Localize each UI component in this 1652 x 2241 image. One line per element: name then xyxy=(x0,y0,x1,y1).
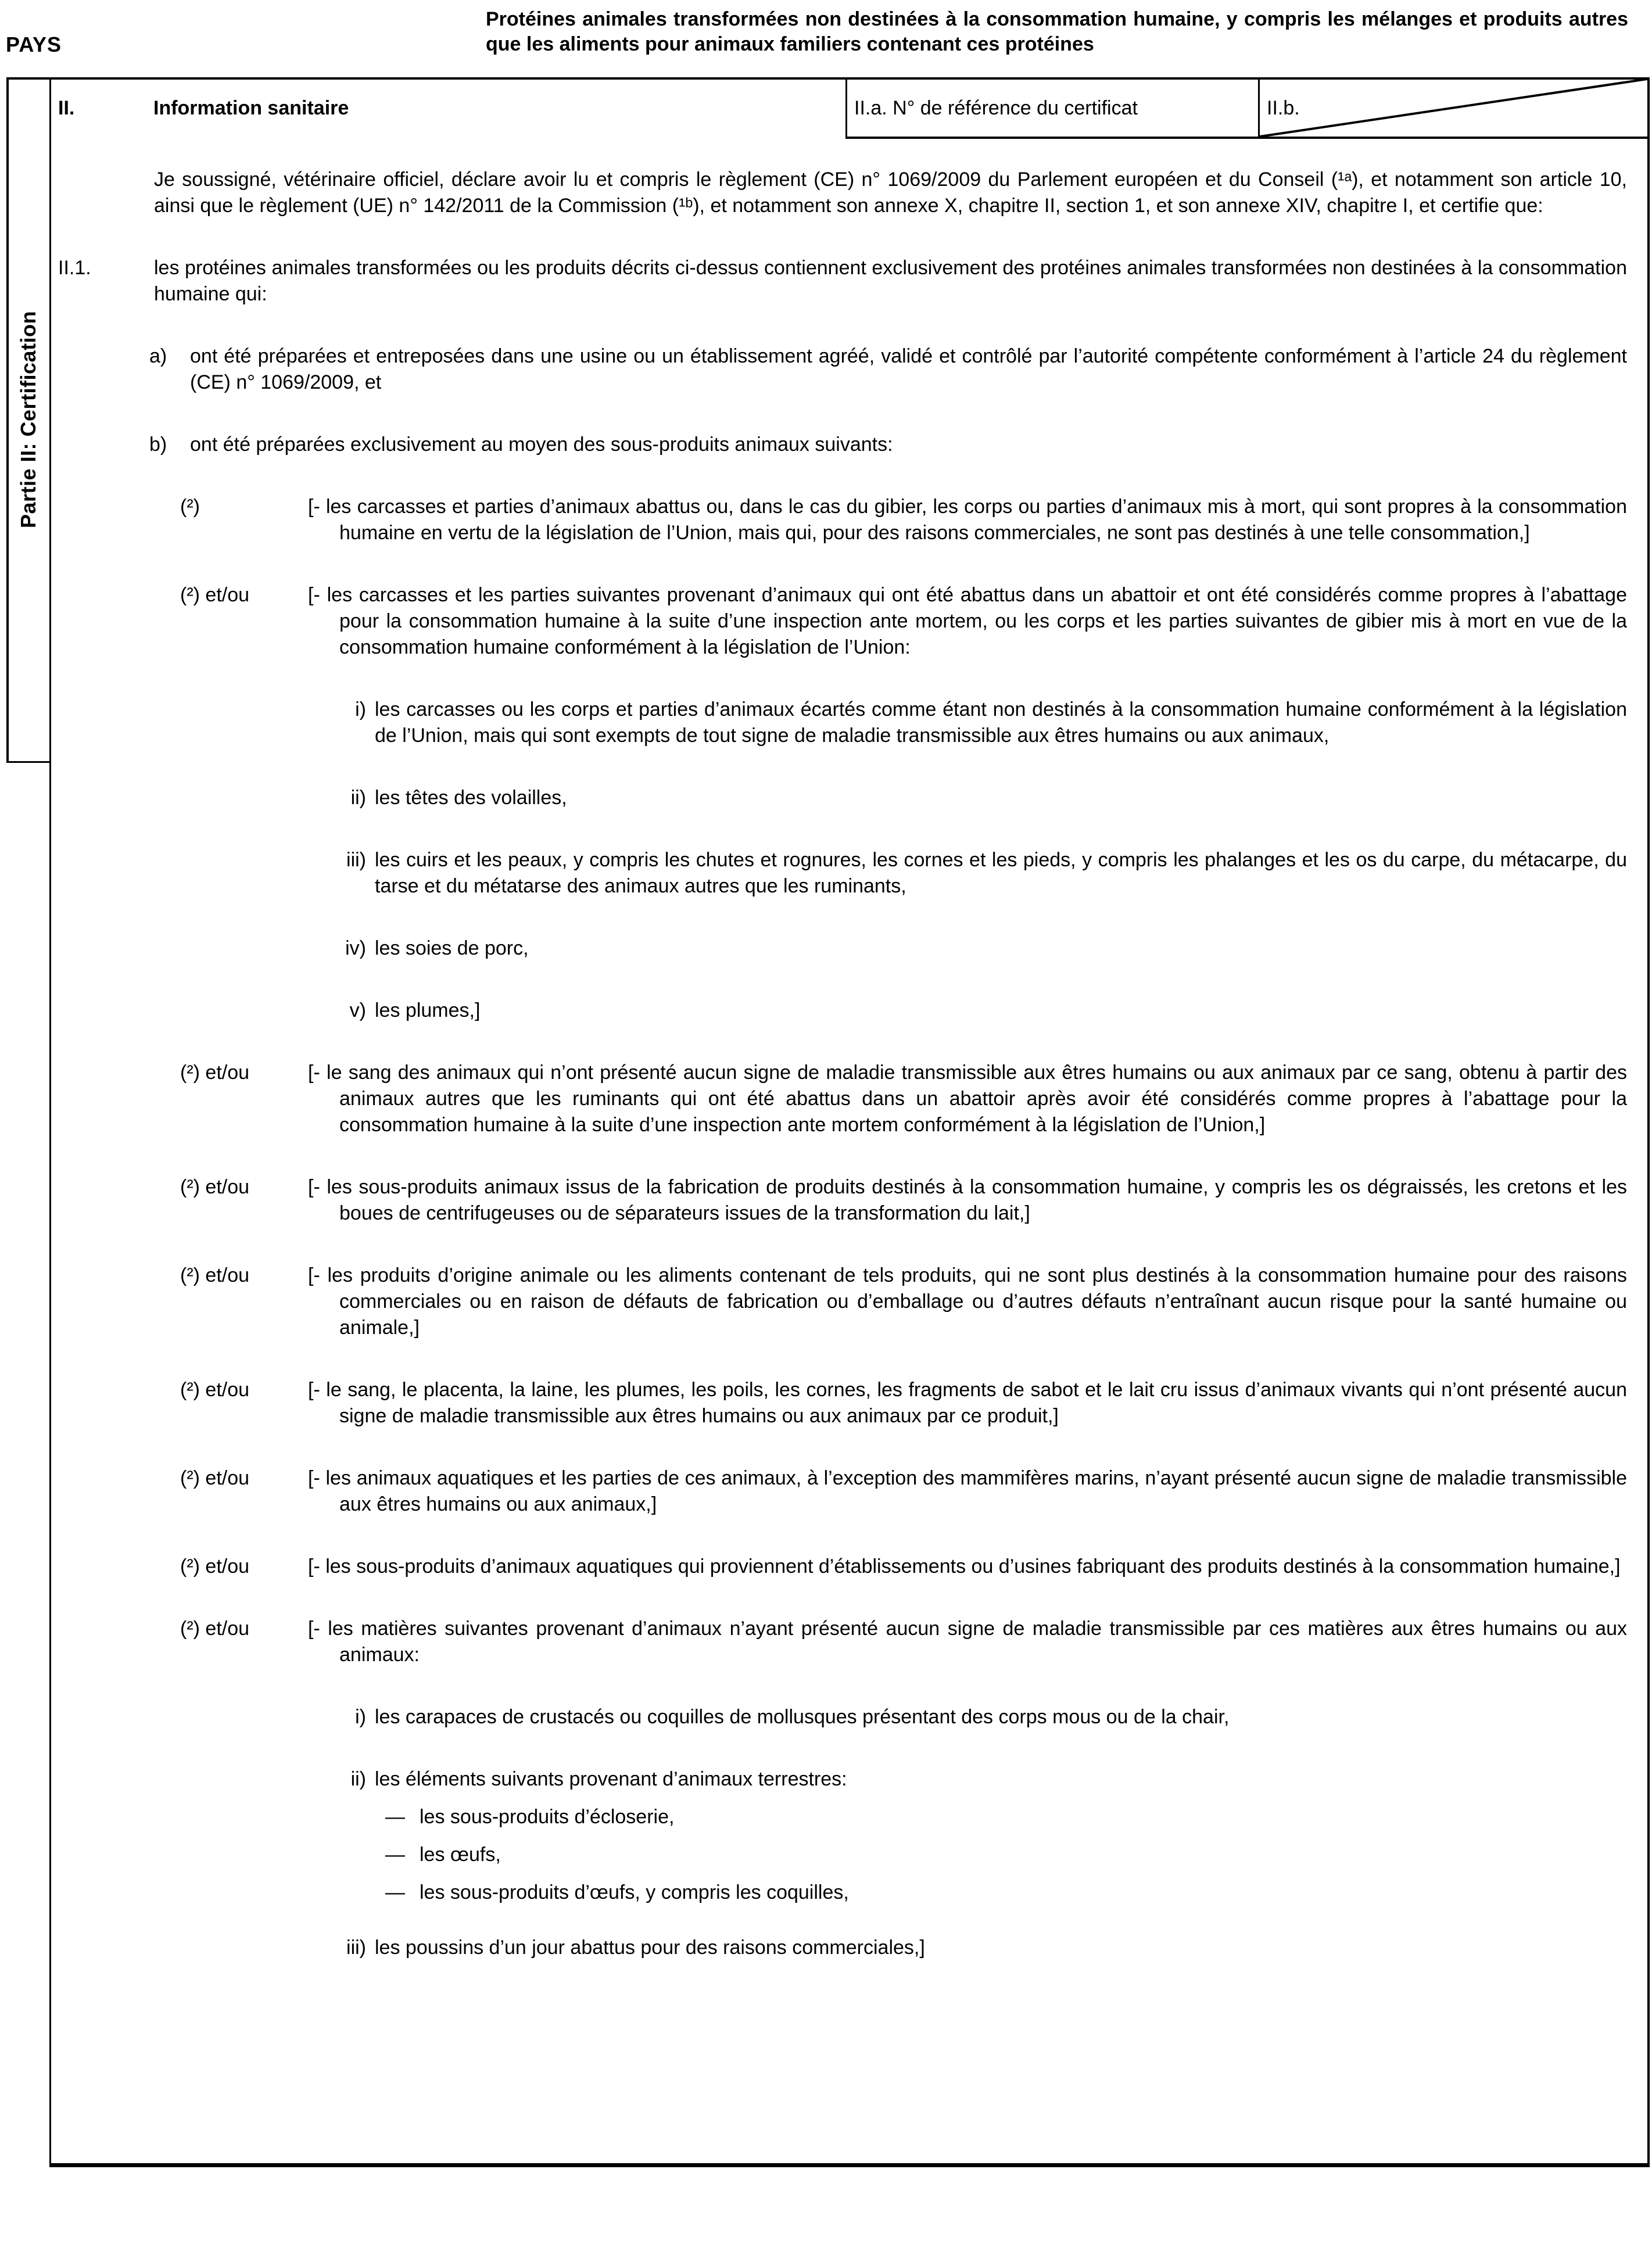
row-label: — xyxy=(385,1881,405,1903)
cert-row-roman xyxy=(49,998,1647,1024)
cert-row-roman xyxy=(49,697,1647,749)
cert-row-num xyxy=(49,255,1647,307)
cert-row-dash xyxy=(49,1804,1647,1830)
row-text: [- les carcasses et parties d’animaux abattus ou, dans le cas du gibier, les corps ou parties d’animaux mis à mort, qui sont propres à la consommation humaine en vertu de la législation de l’Union, mais qui, pour des raisons commerciales, ne sont pas destinés à une telle consommation,] xyxy=(308,496,1627,544)
row-label: II.1. xyxy=(58,257,91,279)
cert-row-clause xyxy=(49,1554,1647,1580)
cert-row-clause xyxy=(49,1263,1647,1341)
row-text: les cuirs et les peaux, y compris les chutes et rognures, les cornes et les pieds, y compris les phalanges et les os du carpe, du métacarpe, du tarse et du métatarse des animaux autres que les ruminants, xyxy=(375,849,1627,897)
row-label: (²) et/ou xyxy=(180,1555,250,1577)
row-label: (²) et/ou xyxy=(180,1467,250,1489)
row-label: b) xyxy=(149,433,167,456)
row-label: (²) et/ou xyxy=(180,1062,250,1084)
table-border-right xyxy=(1647,77,1650,2167)
row-text: [- les carcasses et les parties suivantes provenant d’animaux qui ont été abattus dans un abattoir et ont été considérés comme propres à l’abattage pour la consommation humaine à la suite d’une inspection ante mortem, ou les corps et les parties suivantes de gibier mis à mort en vue de la consommation humaine conformément à la législation de l’Union: xyxy=(308,584,1627,658)
cert-row-let xyxy=(49,343,1647,396)
cert-row-roman xyxy=(49,935,1647,962)
row-label: i) xyxy=(355,698,366,720)
document-title: Protéines animales transformées non destinées à la consommation humaine, y compris les mélanges et produits autres que les aliments pour animaux familiers contenant ces protéines xyxy=(486,8,1628,55)
row-label: — xyxy=(385,1844,405,1866)
row-text: les sous-produits d’œufs, y compris les coquilles, xyxy=(420,1881,849,1903)
row-label: (²) xyxy=(180,496,200,518)
header-iib-label: II.b. xyxy=(1267,97,1300,119)
row-label: (²) et/ou xyxy=(180,1618,250,1640)
row-label: v) xyxy=(349,999,366,1021)
row-label: (²) et/ou xyxy=(180,1264,250,1286)
cert-row-dash xyxy=(49,1880,1647,1906)
row-text: ont été préparées et entreposées dans une usine ou un établissement agréé, validé et contrôlé par l’autorité compétente conformément à l’article 24 du règlement (CE) n° 1069/2009, et xyxy=(190,345,1627,393)
certification-body xyxy=(49,139,1647,2163)
cert-row-clause xyxy=(49,1465,1647,1518)
row-text: les œufs, xyxy=(420,1844,501,1866)
row-text: les têtes des volailles, xyxy=(375,787,567,809)
row-text: [- le sang, le placenta, la laine, les plumes, les poils, les cornes, les fragments de sabot et le lait cru issus d’animaux vivants qui n’ont présenté aucun signe de maladie transmissible aux êtres humains ou aux animaux par ce produit,] xyxy=(308,1379,1627,1427)
cert-row-clause xyxy=(49,1377,1647,1429)
row-label: (²) et/ou xyxy=(180,584,250,606)
cert-row-roman xyxy=(49,847,1647,899)
row-text: [- les matières suivantes provenant d’animaux n’ayant présenté aucun signe de maladie transmissible par ces matières aux êtres humains ou aux animaux: xyxy=(308,1618,1627,1666)
cert-row-roman xyxy=(49,1766,1647,1792)
row-text: [- les sous-produits animaux issus de la fabrication de produits destinés à la consommation humaine, y compris les os dégraissés, les cretons et les boues de centrifugeuses ou de séparateurs issues de la transformation du lait,] xyxy=(308,1176,1627,1224)
cert-row-clause xyxy=(49,494,1647,546)
side-label-box-bottom xyxy=(6,761,51,763)
table-border-bottom xyxy=(49,2163,1650,2167)
row-label: iii) xyxy=(346,1937,366,1959)
row-text: les plumes,] xyxy=(375,999,481,1021)
row-text: les protéines animales transformées ou les produits décrits ci-dessus contiennent exclusivement des protéines animales transformées non destinées à la consommation humaine qui: xyxy=(154,257,1627,305)
row-text: [- les sous-produits d’animaux aquatiques qui proviennent d’établissements ou d’usines fabriquant des produits destinés à la consommation humaine,] xyxy=(308,1555,1621,1577)
row-label: — xyxy=(385,1806,405,1828)
cert-row-clause xyxy=(49,582,1647,661)
row-text: [- les animaux aquatiques et les parties de ces animaux, à l’exception des mammifères marins, n’ayant présenté aucun signe de maladie transmissible aux êtres humains ou aux animaux,] xyxy=(308,1467,1627,1515)
row-text: les carapaces de crustacés ou coquilles de mollusques présentant des corps mous ou de la chair, xyxy=(375,1706,1230,1728)
row-text: ont été préparées exclusivement au moyen des sous-produits animaux suivants: xyxy=(190,433,893,456)
cert-row-clause xyxy=(49,1616,1647,1668)
row-label: iv) xyxy=(345,937,366,959)
iib-diagonal-strike-line xyxy=(1260,79,1647,137)
cert-row-clause xyxy=(49,1060,1647,1138)
cert-row-dash xyxy=(49,1842,1647,1868)
cert-row-roman xyxy=(49,1704,1647,1730)
row-label: (²) et/ou xyxy=(180,1379,250,1401)
cert-row-roman xyxy=(49,1935,1647,1961)
row-label: (²) et/ou xyxy=(180,1176,250,1198)
row-label: i) xyxy=(355,1706,366,1728)
row-text: les sous-produits d’écloserie, xyxy=(420,1806,675,1828)
row-text: [- les produits d’origine animale ou les aliments contenant de tels produits, qui ne sont plus destinés à la consommation humaine pour des raisons commerciales ou en raison de défauts de fabrication ou d’emballage ou d’autres défauts n’entraînant aucun risque pour la santé humaine ou animale,] xyxy=(308,1264,1627,1339)
header-certificate-ref-label: II.a. N° de référence du certificat xyxy=(854,97,1138,119)
cert-row-let xyxy=(49,432,1647,458)
country-label: PAYS xyxy=(6,33,62,56)
header-section-number: II. xyxy=(58,97,75,119)
row-label: ii) xyxy=(350,1768,366,1790)
row-text: les éléments suivants provenant d’animaux terrestres: xyxy=(375,1768,847,1790)
row-text: les carcasses ou les corps et parties d’animaux écartés comme étant non destinés à la consommation humaine conformément à la législation de l’Union, mais qui sont exempts de tout signe de maladie transmissible aux êtres humains ou aux animaux, xyxy=(375,698,1627,747)
row-label: iii) xyxy=(346,849,366,871)
cert-row-roman xyxy=(49,785,1647,811)
cert-row-clause xyxy=(49,1174,1647,1227)
row-label: ii) xyxy=(350,787,366,809)
header-section-title: Information sanitaire xyxy=(153,97,349,119)
header-divider-1 xyxy=(845,77,847,139)
row-text: [- le sang des animaux qui n’ont présenté aucun signe de maladie transmissible aux êtres humains ou aux animaux par ce sang, obtenu à partir des animaux autres que les ruminants qui ont été abattus dans un abattoir après avoir été considérés comme propres à l’abattage pour la consommation humaine à la suite d’une inspection ante mortem conformément à la législation de l’Union,] xyxy=(308,1062,1627,1136)
row-label: a) xyxy=(149,345,167,367)
table-border-left-outer xyxy=(6,77,9,763)
row-text: les poussins d’un jour abattus pour des raisons commerciales,] xyxy=(375,1937,925,1959)
row-text: les soies de porc, xyxy=(375,937,529,959)
row-text: Je soussigné, vétérinaire officiel, déclare avoir lu et compris le règlement (CE) n° 1069/2009 du Parlement européen et du Conseil (¹ᵃ), et notamment son article 10, ainsi que le règlement (UE) n° 142/2011 de la Commission (¹ᵇ), et notamment son annexe X, chapitre II, section 1, et son annexe XIV, chapitre I, et certifie que: xyxy=(154,168,1627,217)
side-label-partie-ii: Partie II: Certification xyxy=(16,310,40,529)
cert-row-plain xyxy=(49,167,1647,219)
